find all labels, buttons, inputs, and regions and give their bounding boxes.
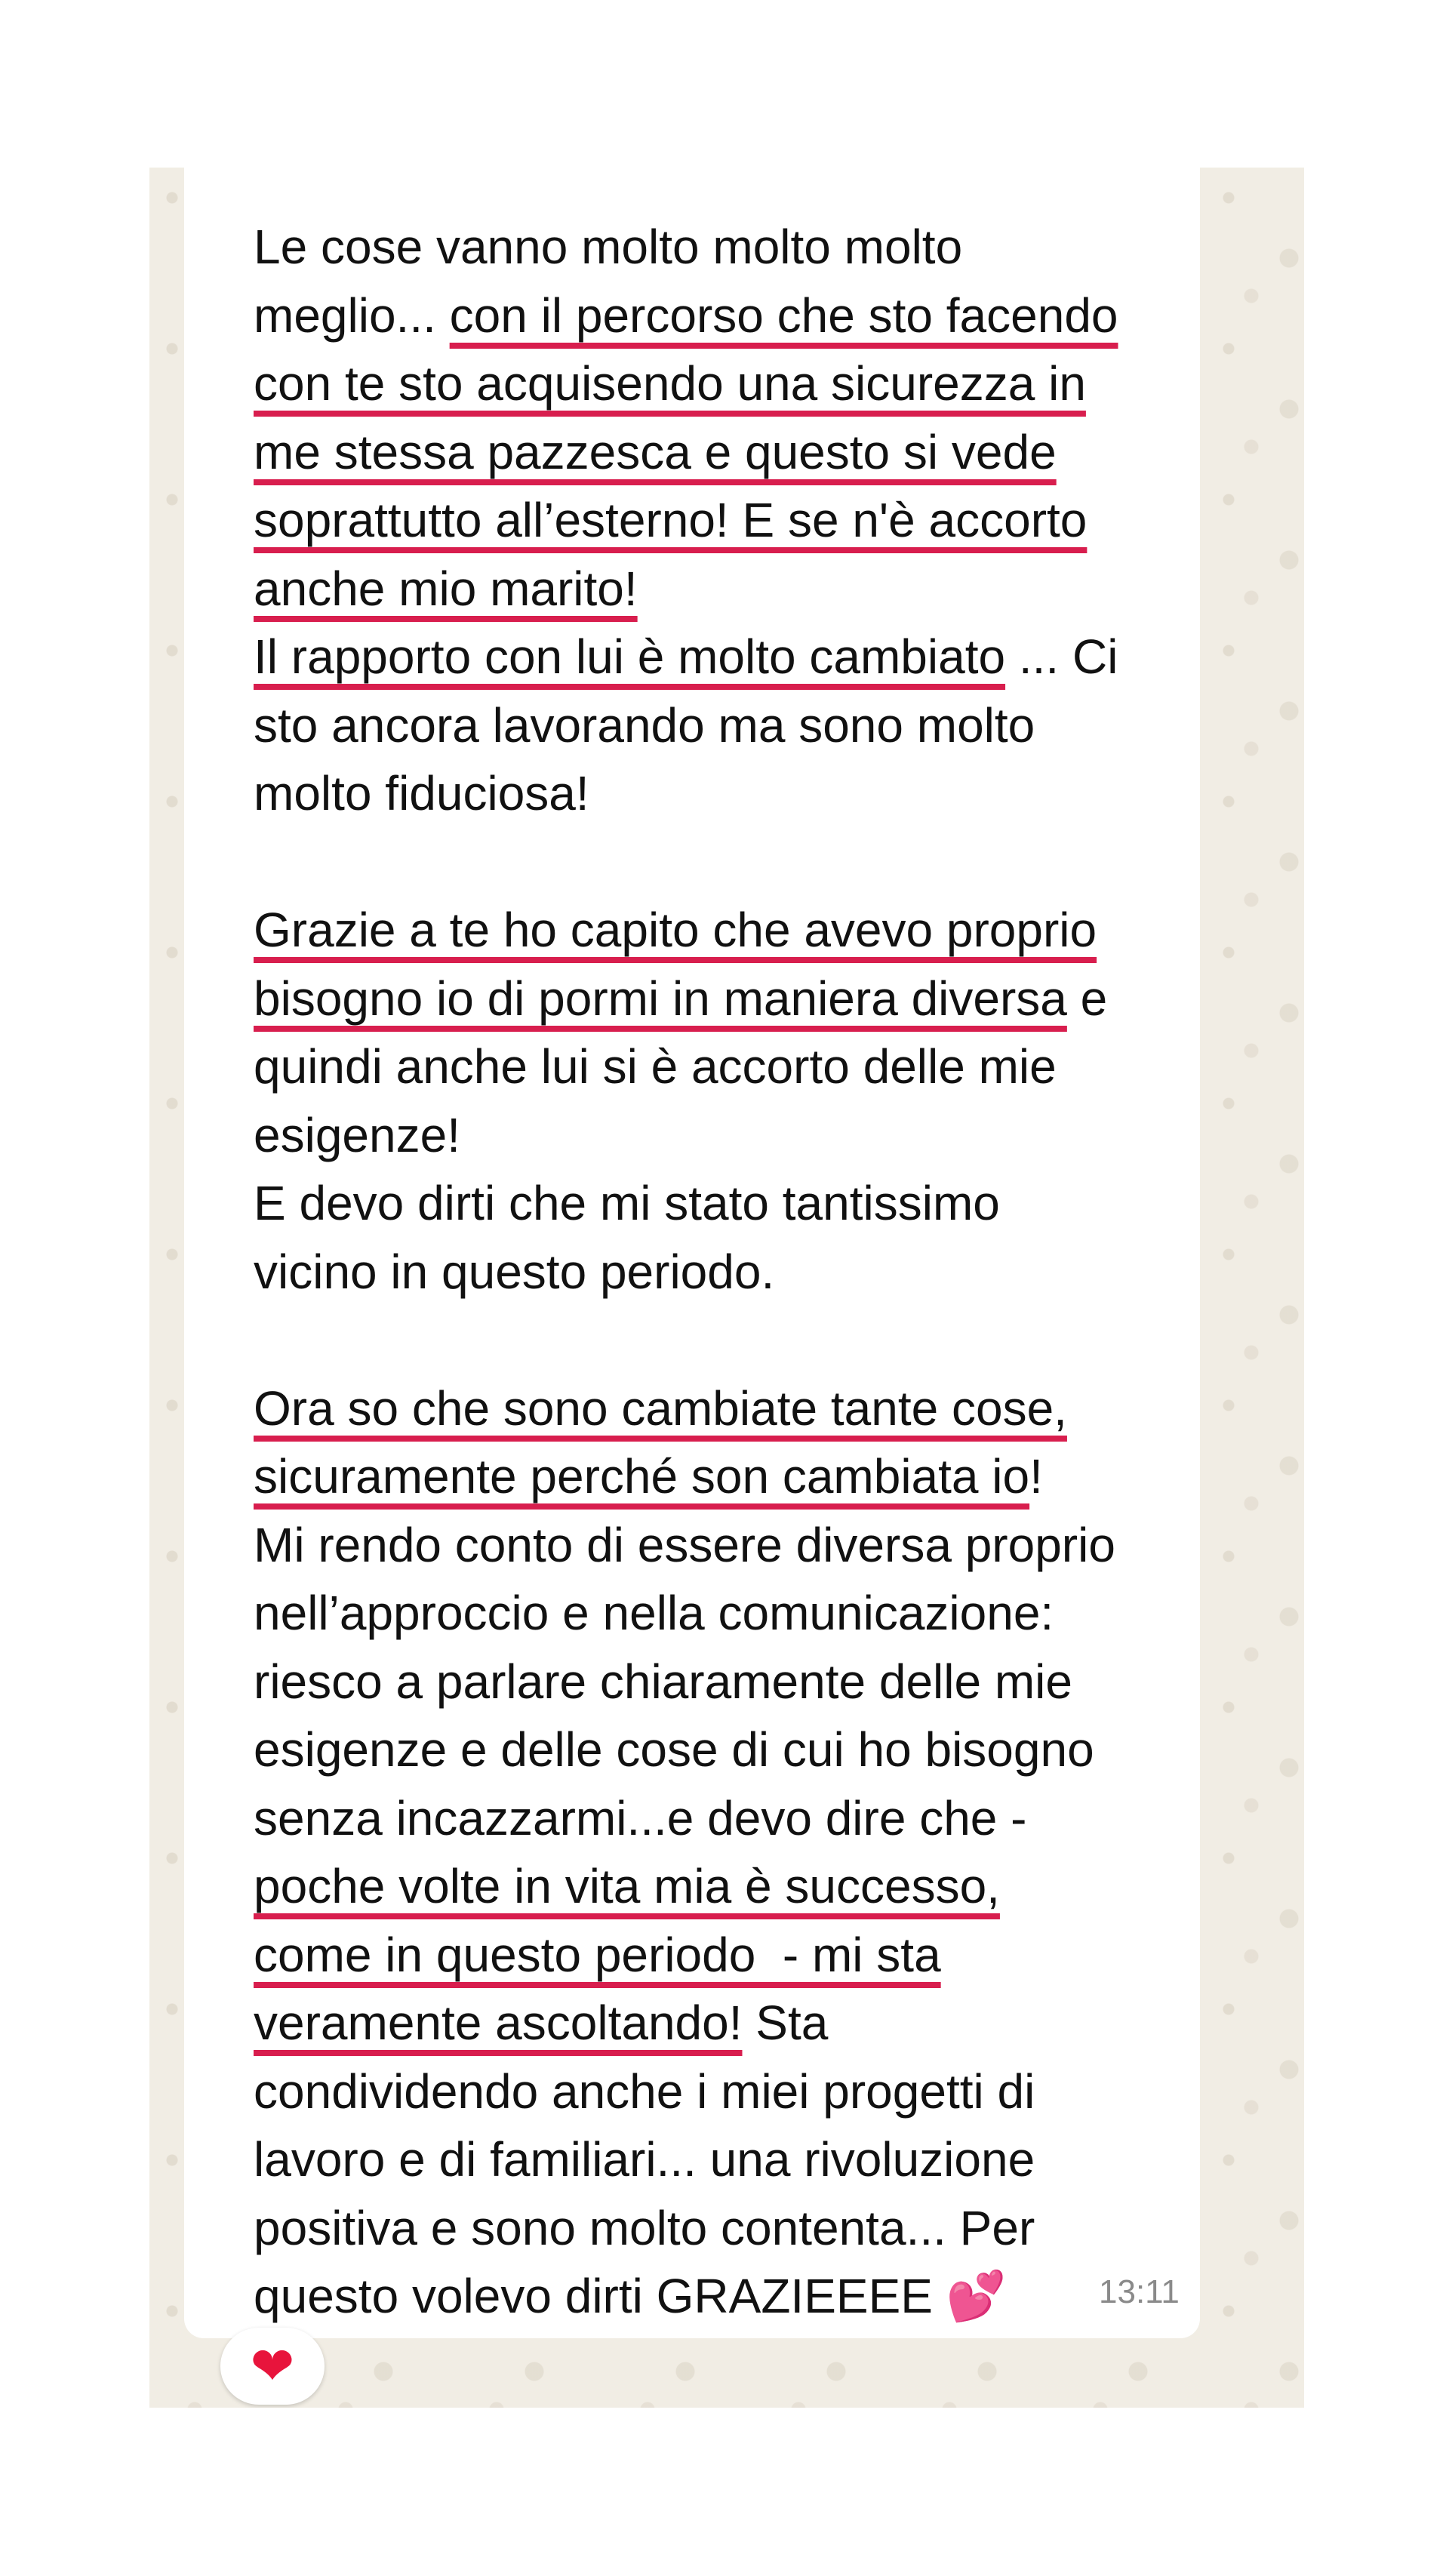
text-segment: Le cose vanno molto molto molto meglio... (254, 220, 963, 343)
highlighted-text: poche volte in vita mia è successo, come in questo periodo - mi sta veramente ascoltando! (254, 1859, 1000, 2050)
text-segment: ! Mi rendo conto di essere diversa proprio nell’approccio e nella comunicazione: riesco a parlare chiaramente delle mie esigenze e delle cose di cui ho bisogno senza incazzarmi...e devo dire che - (254, 1449, 1115, 1845)
message-text (254, 213, 1220, 2331)
highlighted-text: con il percorso che sto facendo con te sto acquisendo una sicurezza in me stessa pazzesca e questo si vede soprattutto all’esterno! E se n'è accorto anche mio marito! (254, 288, 1118, 616)
reaction-badge[interactable] (220, 2328, 325, 2405)
text-segment: ... Ci sto ancora lavorando ma sono molto molto fiduciosa! (254, 629, 1118, 820)
red-heart-icon: ❤ (250, 2335, 295, 2397)
highlighted-text: Il rapporto con lui è molto cambiato (254, 629, 1006, 684)
highlighted-text: Ora so che sono cambiate tante cose, sicuramente perché son cambiata io (254, 1380, 1067, 1503)
message-timestamp: 13:11 (1099, 2273, 1180, 2310)
text-segment: Sta condividendo anche i miei progetti di lavoro e di familiari... una rivoluzione positiva e sono molto contenta... Per questo volevo dirti GRAZIEEEE (254, 1996, 1035, 2323)
highlighted-text: Grazie a te ho capito che avevo proprio bisogno io di pormi in maniera diversa (254, 903, 1097, 1026)
message-bubble[interactable] (184, 168, 1200, 2338)
chat-background (149, 168, 1304, 2408)
text-segment: e quindi anche lui si è accorto delle mie esigenze! E devo dirti che mi stato tantissimo vicino in questo periodo. (254, 971, 1108, 1299)
two-hearts-emoji: 💕 (946, 2269, 1007, 2323)
